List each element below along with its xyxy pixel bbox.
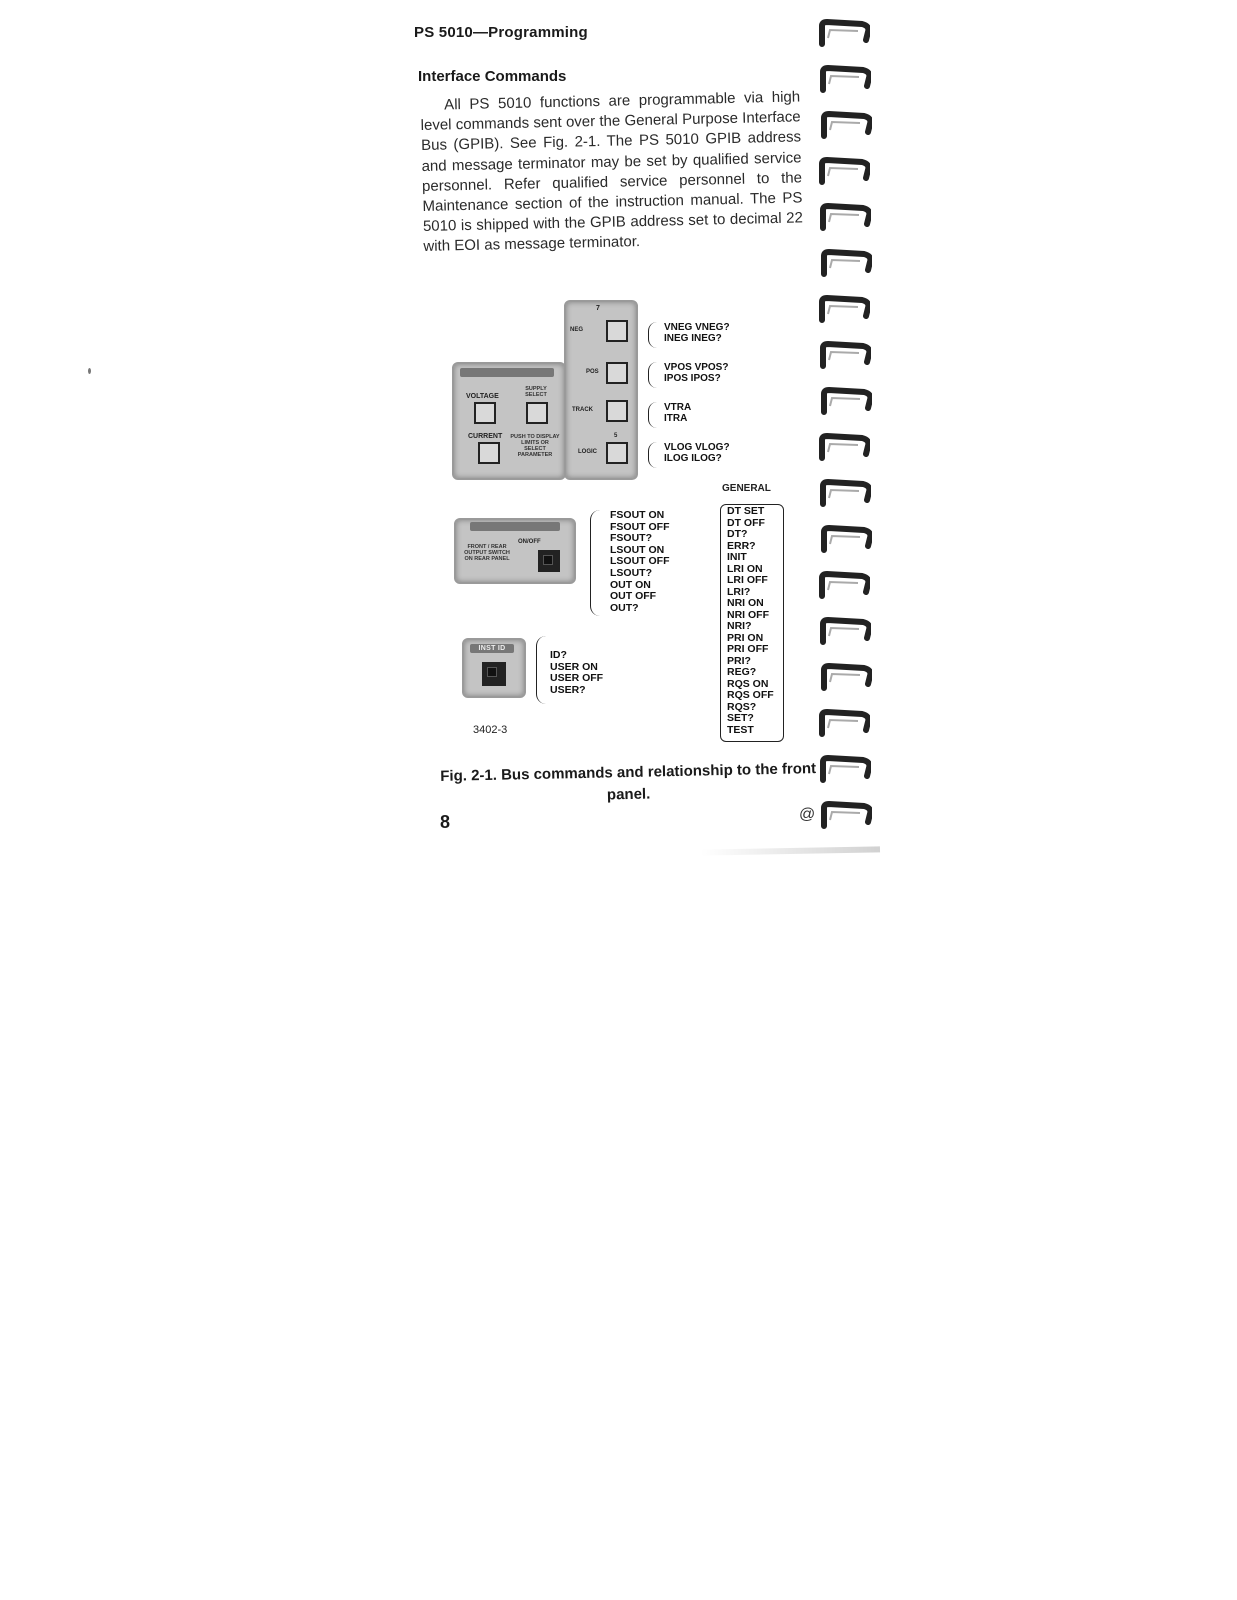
command-item: REG? [727,666,757,678]
binding-ring [818,432,870,462]
binding-ring [820,662,872,692]
command-item: OUT ON [610,578,651,591]
binding-ring [819,478,871,508]
command-item: NRI OFF [727,608,769,621]
track-label: TRACK [572,407,593,413]
pos-button [606,362,628,384]
spiral-binding [818,14,898,834]
command-item: LSOUT OFF [610,555,670,568]
output-switch-note: FRONT / REAR OUTPUT SWITCH ON REAR PANEL [464,544,510,562]
command-item: DT OFF [727,516,765,529]
command-item: FSOUT OFF [610,520,670,533]
command-item: USER ON [550,660,598,673]
binding-ring [818,294,870,324]
neg-label: NEG [570,327,584,333]
binding-ring [820,800,872,830]
output-brace [590,510,603,616]
supply-digit-bottom: 5 [614,433,618,439]
section-title: Interface Commands [418,68,567,85]
command-item: USER OFF [550,672,604,685]
binding-ring [819,64,871,94]
logic-command-line-1: VLOG VLOG? [664,442,730,453]
command-item: DT SET [727,505,765,517]
command-item: ERR? [727,539,756,552]
body-paragraph: All PS 5010 functions are programmable via high level commands sent over the General Purpose Interface Bus (GPIB). See Fig. 2-1. The PS 5010 GPIB address and message terminator may be set by qualified service personnel. Refer qualified service personnel to the Maintenance section of the instruction manual. The PS 5010 is shipped with the GPIB address set to decimal 22 with EOI as message terminator. [420,88,804,256]
command-item: RQS? [727,700,757,713]
neg-command-line-2: INEG INEG? [664,333,722,344]
binding-ring [820,386,872,416]
figure-id: 3402-3 [473,724,508,736]
voltage-button [474,402,496,424]
binding-ring [818,570,870,600]
binding-ring [818,708,870,738]
command-item: INIT [727,551,747,563]
logic-brace [648,442,657,468]
command-item: NRI? [727,620,752,632]
output-bar [470,522,560,531]
supply-select-label: SUPPLY SELECT [525,386,547,398]
command-item: TEST [727,723,754,736]
on-off-label: ON/OFF [518,539,541,545]
binding-ring [818,18,870,48]
command-item: OUT OFF [610,590,657,603]
inst-id-label: INST ID [470,644,514,653]
pos-command-line-1: VPOS VPOS? [664,362,729,373]
track-button [606,400,628,422]
general-heading: GENERAL [722,483,771,494]
command-item: ID? [550,649,567,661]
command-item: RQS OFF [727,689,774,701]
display-control-bar [460,368,554,377]
logic-command-line-2: ILOG ILOG? [664,453,722,464]
command-item: PRI OFF [727,643,769,655]
command-item: PRI ON [727,631,764,644]
push-note: PUSH TO DISPLAY LIMITS OR SELECT PARAMETER [510,434,560,458]
binding-ring [819,202,871,232]
display-control-panel [452,362,566,480]
track-brace [648,402,657,428]
command-item: LRI? [727,585,751,598]
pos-label: POS [586,369,599,375]
figure-bus-commands [440,292,810,762]
binding-ring [819,340,871,370]
supply-digit-top: 7 [596,305,600,312]
figure-caption: Fig. 2-1. Bus commands and relationship to the front panel. [440,760,817,804]
inst-id-button [482,662,506,686]
command-item: LRI ON [727,562,763,575]
stray-mark [88,368,91,374]
track-command-line-1: VTRA [664,402,692,413]
binding-ring [818,156,870,186]
current-label: CURRENT [468,433,503,440]
command-item: LRI OFF [727,574,768,586]
neg-button [606,320,628,342]
page-edge-shadow [700,846,880,855]
page-number: 8 [440,812,451,832]
corner-mark: @ [799,806,816,823]
on-off-button [538,550,560,572]
command-item: FSOUT? [610,532,652,545]
running-head: PS 5010—Programming [414,24,588,41]
command-item: SET? [727,712,754,724]
binding-ring [820,110,872,140]
command-item: USER? [550,683,586,696]
binding-ring [819,754,871,784]
current-button [478,442,500,464]
neg-command-line-1: VNEG VNEG? [664,322,730,333]
pos-brace [648,362,657,388]
supply-select-button [526,402,548,424]
logic-label: LOGIC [578,449,597,455]
binding-ring [820,248,872,278]
command-item: FSOUT ON [610,509,665,521]
command-item: LSOUT? [610,567,652,579]
voltage-label: VOLTAGE [466,393,499,400]
binding-ring [819,616,871,646]
command-item: RQS ON [727,677,769,690]
inst-id-brace [536,636,547,704]
command-item: PRI? [727,654,751,667]
binding-ring [820,524,872,554]
neg-brace [648,322,657,348]
logic-button [606,442,628,464]
command-item: DT? [727,528,748,540]
pos-command-line-2: IPOS IPOS? [664,373,721,384]
command-item: LSOUT ON [610,543,665,556]
command-item: OUT? [610,601,639,614]
track-command-line-2: ITRA [664,413,688,424]
command-item: NRI ON [727,597,764,609]
